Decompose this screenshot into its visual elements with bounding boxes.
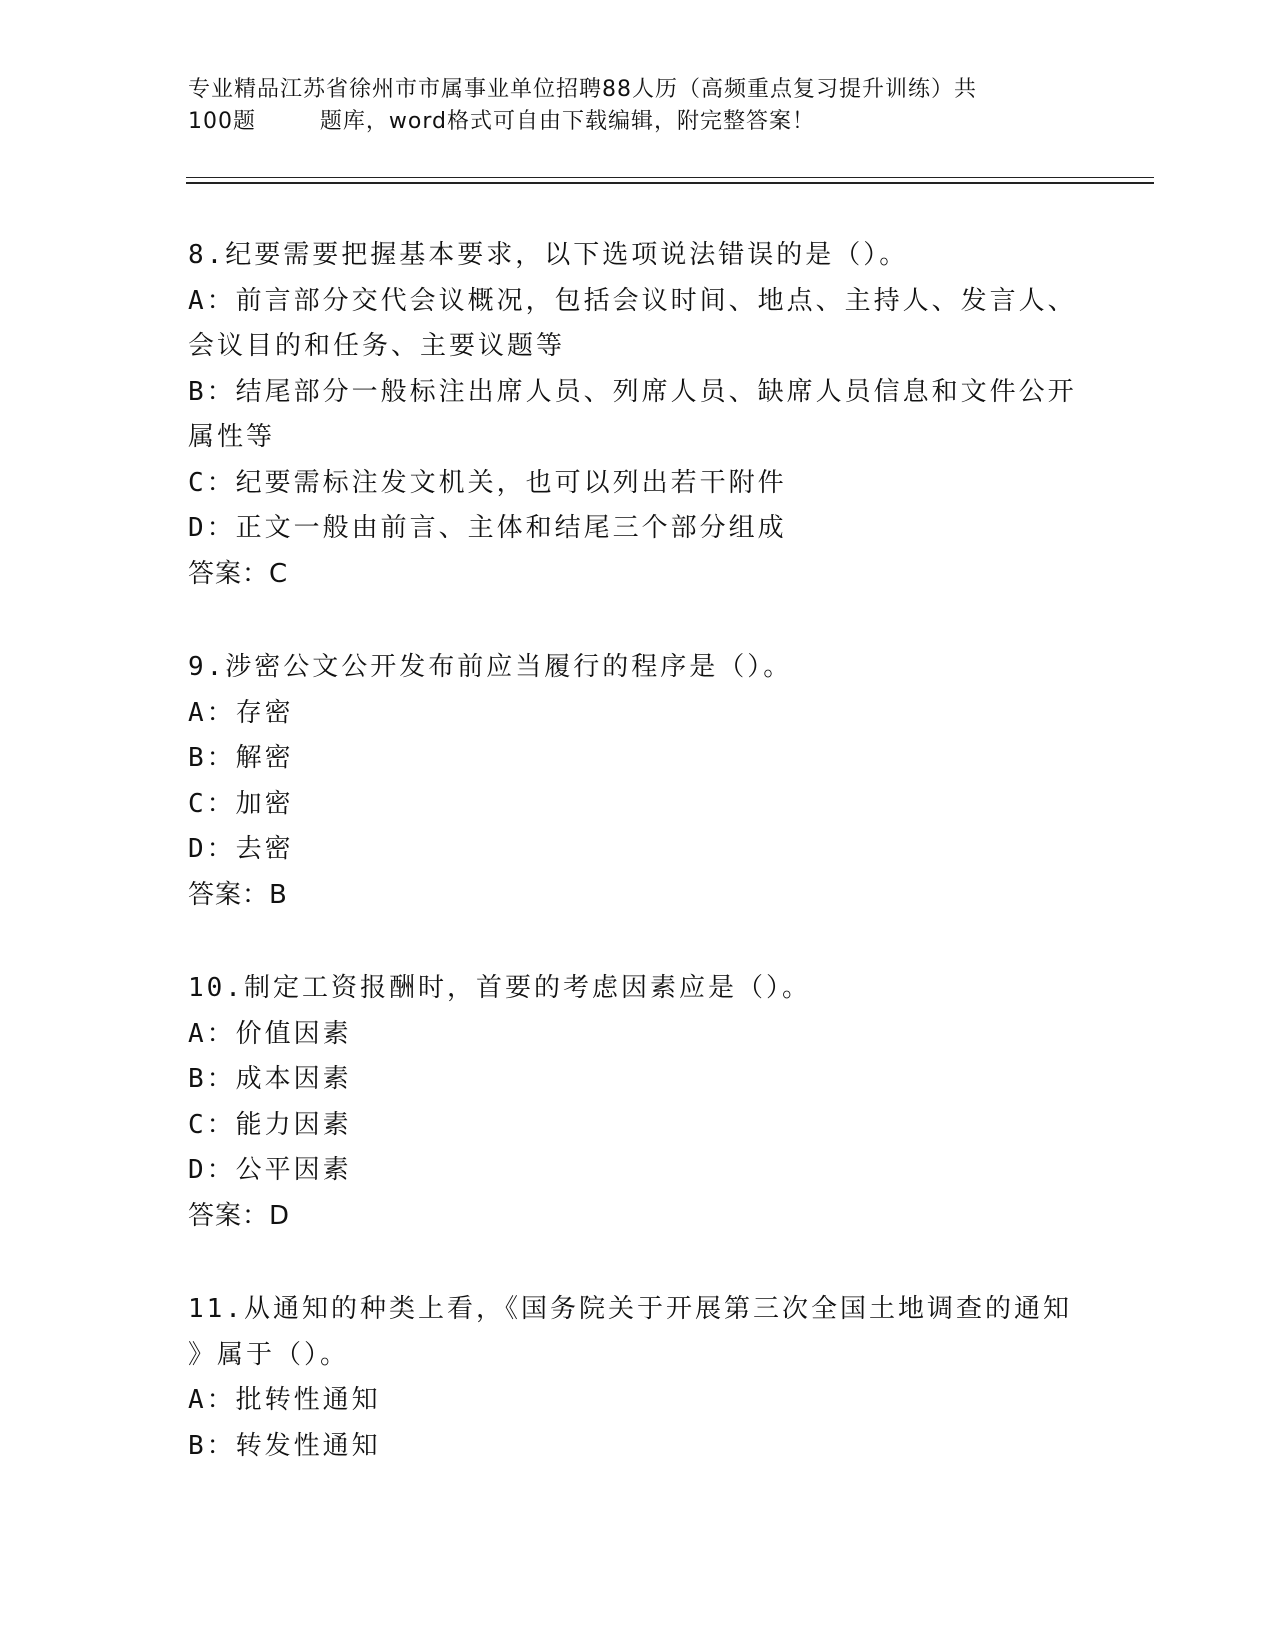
header-line-1: 专业精品江苏省徐州市市属事业单位招聘88人历（高频重点复习提升训练）共 bbox=[188, 77, 977, 102]
question-block bbox=[188, 1287, 1088, 1469]
answer-key: 答案：D bbox=[188, 1200, 291, 1231]
answer-option: 属性等 bbox=[188, 422, 276, 452]
question-block bbox=[188, 966, 1088, 1239]
header-line-2: 100题 题库，word格式可自由下载编辑，附完整答案！ bbox=[188, 109, 816, 134]
question-block bbox=[188, 233, 1088, 597]
question-stem: 8.纪要需要把握基本要求，以下选项说法错误的是（）。 bbox=[188, 240, 909, 270]
answer-option: A：价值因素 bbox=[188, 1018, 352, 1049]
header-divider-thick bbox=[186, 182, 1154, 184]
answer-option: C：加密 bbox=[188, 788, 294, 819]
question-stem: 》属于（）。 bbox=[188, 1339, 350, 1370]
answer-option: 会议目的和任务、主要议题等 bbox=[188, 331, 566, 361]
question-stem: 11.从通知的种类上看，《国务院关于开展第三次全国土地调查的通知 bbox=[188, 1294, 1072, 1324]
question-list bbox=[188, 233, 1088, 1517]
answer-option: B：转发性通知 bbox=[188, 1430, 381, 1461]
answer-option: D：正文一般由前言、主体和结尾三个部分组成 bbox=[188, 513, 787, 543]
answer-option: D：公平因素 bbox=[188, 1155, 352, 1185]
answer-option: B：成本因素 bbox=[188, 1064, 352, 1094]
answer-option: A：存密 bbox=[188, 697, 294, 728]
answer-option: A：批转性通知 bbox=[188, 1385, 381, 1415]
answer-option: A：前言部分交代会议概况，包括会议时间、地点、主持人、发言人、 bbox=[188, 285, 1077, 316]
page-header bbox=[188, 74, 1088, 138]
answer-key: 答案：C bbox=[188, 558, 289, 589]
answer-key: 答案：B bbox=[188, 879, 288, 910]
answer-option: D：去密 bbox=[188, 834, 294, 864]
answer-option: C：纪要需标注发文机关，也可以列出若干附件 bbox=[188, 467, 787, 498]
answer-option: C：能力因素 bbox=[188, 1109, 352, 1140]
answer-option: B：结尾部分一般标注出席人员、列席人员、缺席人员信息和文件公开 bbox=[188, 376, 1077, 407]
question-stem: 9.涉密公文公开发布前应当履行的程序是（）。 bbox=[188, 652, 793, 682]
question-stem: 10.制定工资报酬时，首要的考虑因素应是（）。 bbox=[188, 973, 811, 1003]
answer-option: B：解密 bbox=[188, 743, 294, 773]
question-block bbox=[188, 645, 1088, 918]
header-divider-thin bbox=[186, 177, 1154, 178]
